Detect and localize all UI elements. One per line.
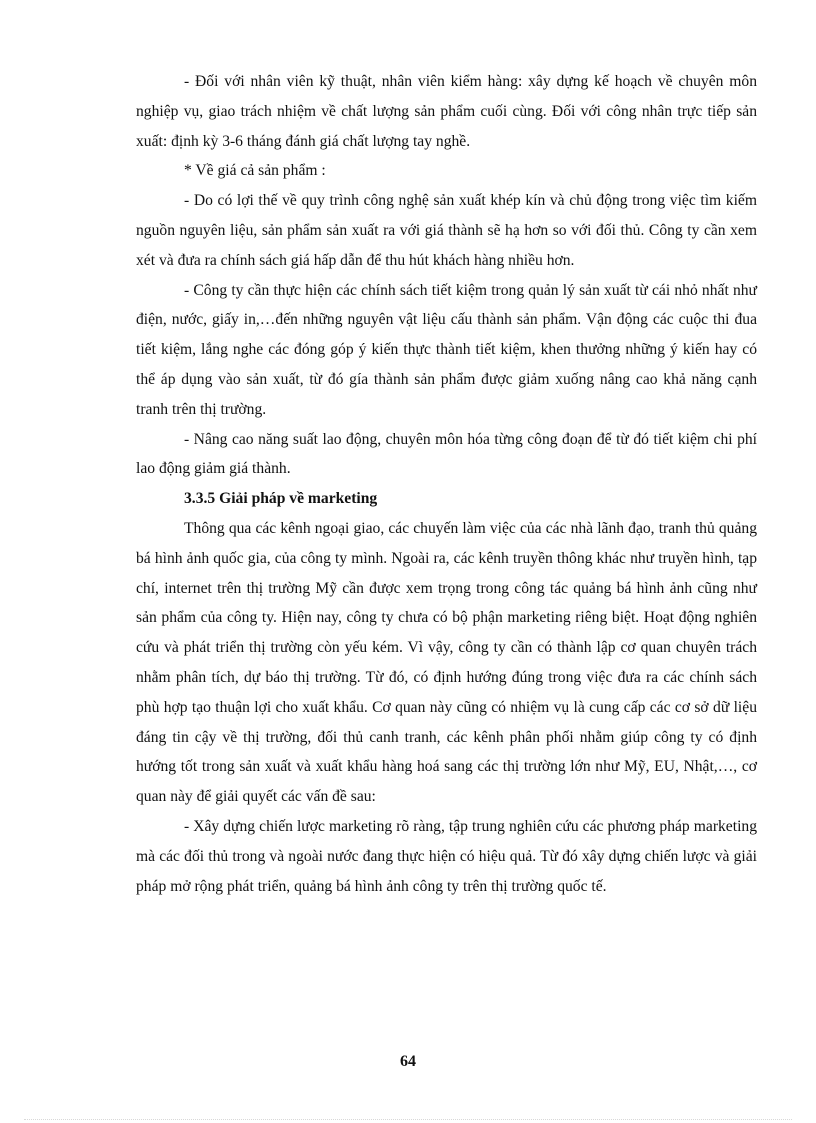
paragraph-marketing-channels: Thông qua các kênh ngoại giao, các chuyến làm việc của các nhà lãnh đạo, tranh thủ quảng bá hình ảnh quốc gia, của công ty mình. Ngoài ra, các kênh truyền thông khác như truyền hình, tạp chí, internet trên thị trường Mỹ cần được xem trọng trong công tác quảng bá hình ảnh cũng như sản phẩm của công ty. Hiện nay, công ty chưa có bộ phận marketing riêng biệt. Hoạt động nghiên cứu và phát triển thị trường còn yếu kém. Vì vậy, công ty cần có thành lập cơ quan chuyên trách nhằm phân tích, dự báo thị trường. Từ đó, có định hướng đúng trong việc đưa ra các chính sách phù hợp tạo thuận lợi cho xuất khẩu. Cơ quan này cũng có nhiệm vụ là cung cấp các cơ sở dữ liệu đáng tin cậy về thị trường, đối thủ canh tranh, các kênh phân phối nhằm giúp công ty có định hướng tốt trong sản xuất và xuất khẩu hàng hoá sang các thị trường lớn như Mỹ, EU, Nhật,…, cơ quan này để giải quyết các vấn đề sau: <box>136 519 757 806</box>
paragraph-closed-production: - Do có lợi thế về quy trình công nghệ sản xuất khép kín và chủ động trong việc tìm kiếm nguồn nguyên liệu, sản phẩm sản xuất ra với giá thành sẽ hạ hơn so với đối thủ. Công ty cần xem xét và đưa ra chính sách giá hấp dẫn để thu hút khách hàng nhiều hơn. <box>136 192 757 269</box>
page-number: 64 <box>400 1053 416 1070</box>
document-body <box>136 67 757 901</box>
paragraph-price-subheading: * Về giá cả sản phẩm : <box>184 162 326 180</box>
paragraph-productivity: - Nâng cao năng suất lao động, chuyên môn hóa từng công đoạn để từ đó tiết kiệm chi phí lao động giảm giá thành. <box>136 430 757 478</box>
page-bottom-divider <box>24 1119 792 1120</box>
paragraph-cost-saving: - Công ty cần thực hiện các chính sách tiết kiệm trong quản lý sản xuất từ cái nhỏ nhất như điện, nước, giấy in,…đến những nguyên vật liệu cấu thành sản phẩm. Vận động các cuộc thi đua tiết kiệm, lắng nghe các đóng góp ý kiến thực thành tiết kiệm, khen thưởng những ý kiến hay có thể áp dụng vào sản xuất, từ đó gía thành sản phẩm được giảm xuống nâng cao khả năng cạnh tranh trên thị trường. <box>136 281 757 418</box>
paragraph-technical-staff: - Đối với nhân viên kỹ thuật, nhân viên kiểm hàng: xây dựng kế hoạch về chuyên môn nghiệp vụ, giao trách nhiệm về chất lượng sản phẩm cuối cùng. Đối với công nhân trực tiếp sản xuất: định kỳ 3-6 tháng đánh giá chất lượng tay nghề. <box>136 73 757 150</box>
section-heading: 3.3.5 Giải pháp về marketing <box>184 490 378 508</box>
paragraph-marketing-strategy: - Xây dựng chiến lược marketing rõ ràng, tập trung nghiên cứu các phương pháp marketing mà các đối thủ trong và ngoài nước đang thực hiện có hiệu quả. Từ đó xây dựng chiến lược và giải pháp mở rộng phát triển, quảng bá hình ảnh công ty trên thị trường quốc tế. <box>136 817 757 895</box>
